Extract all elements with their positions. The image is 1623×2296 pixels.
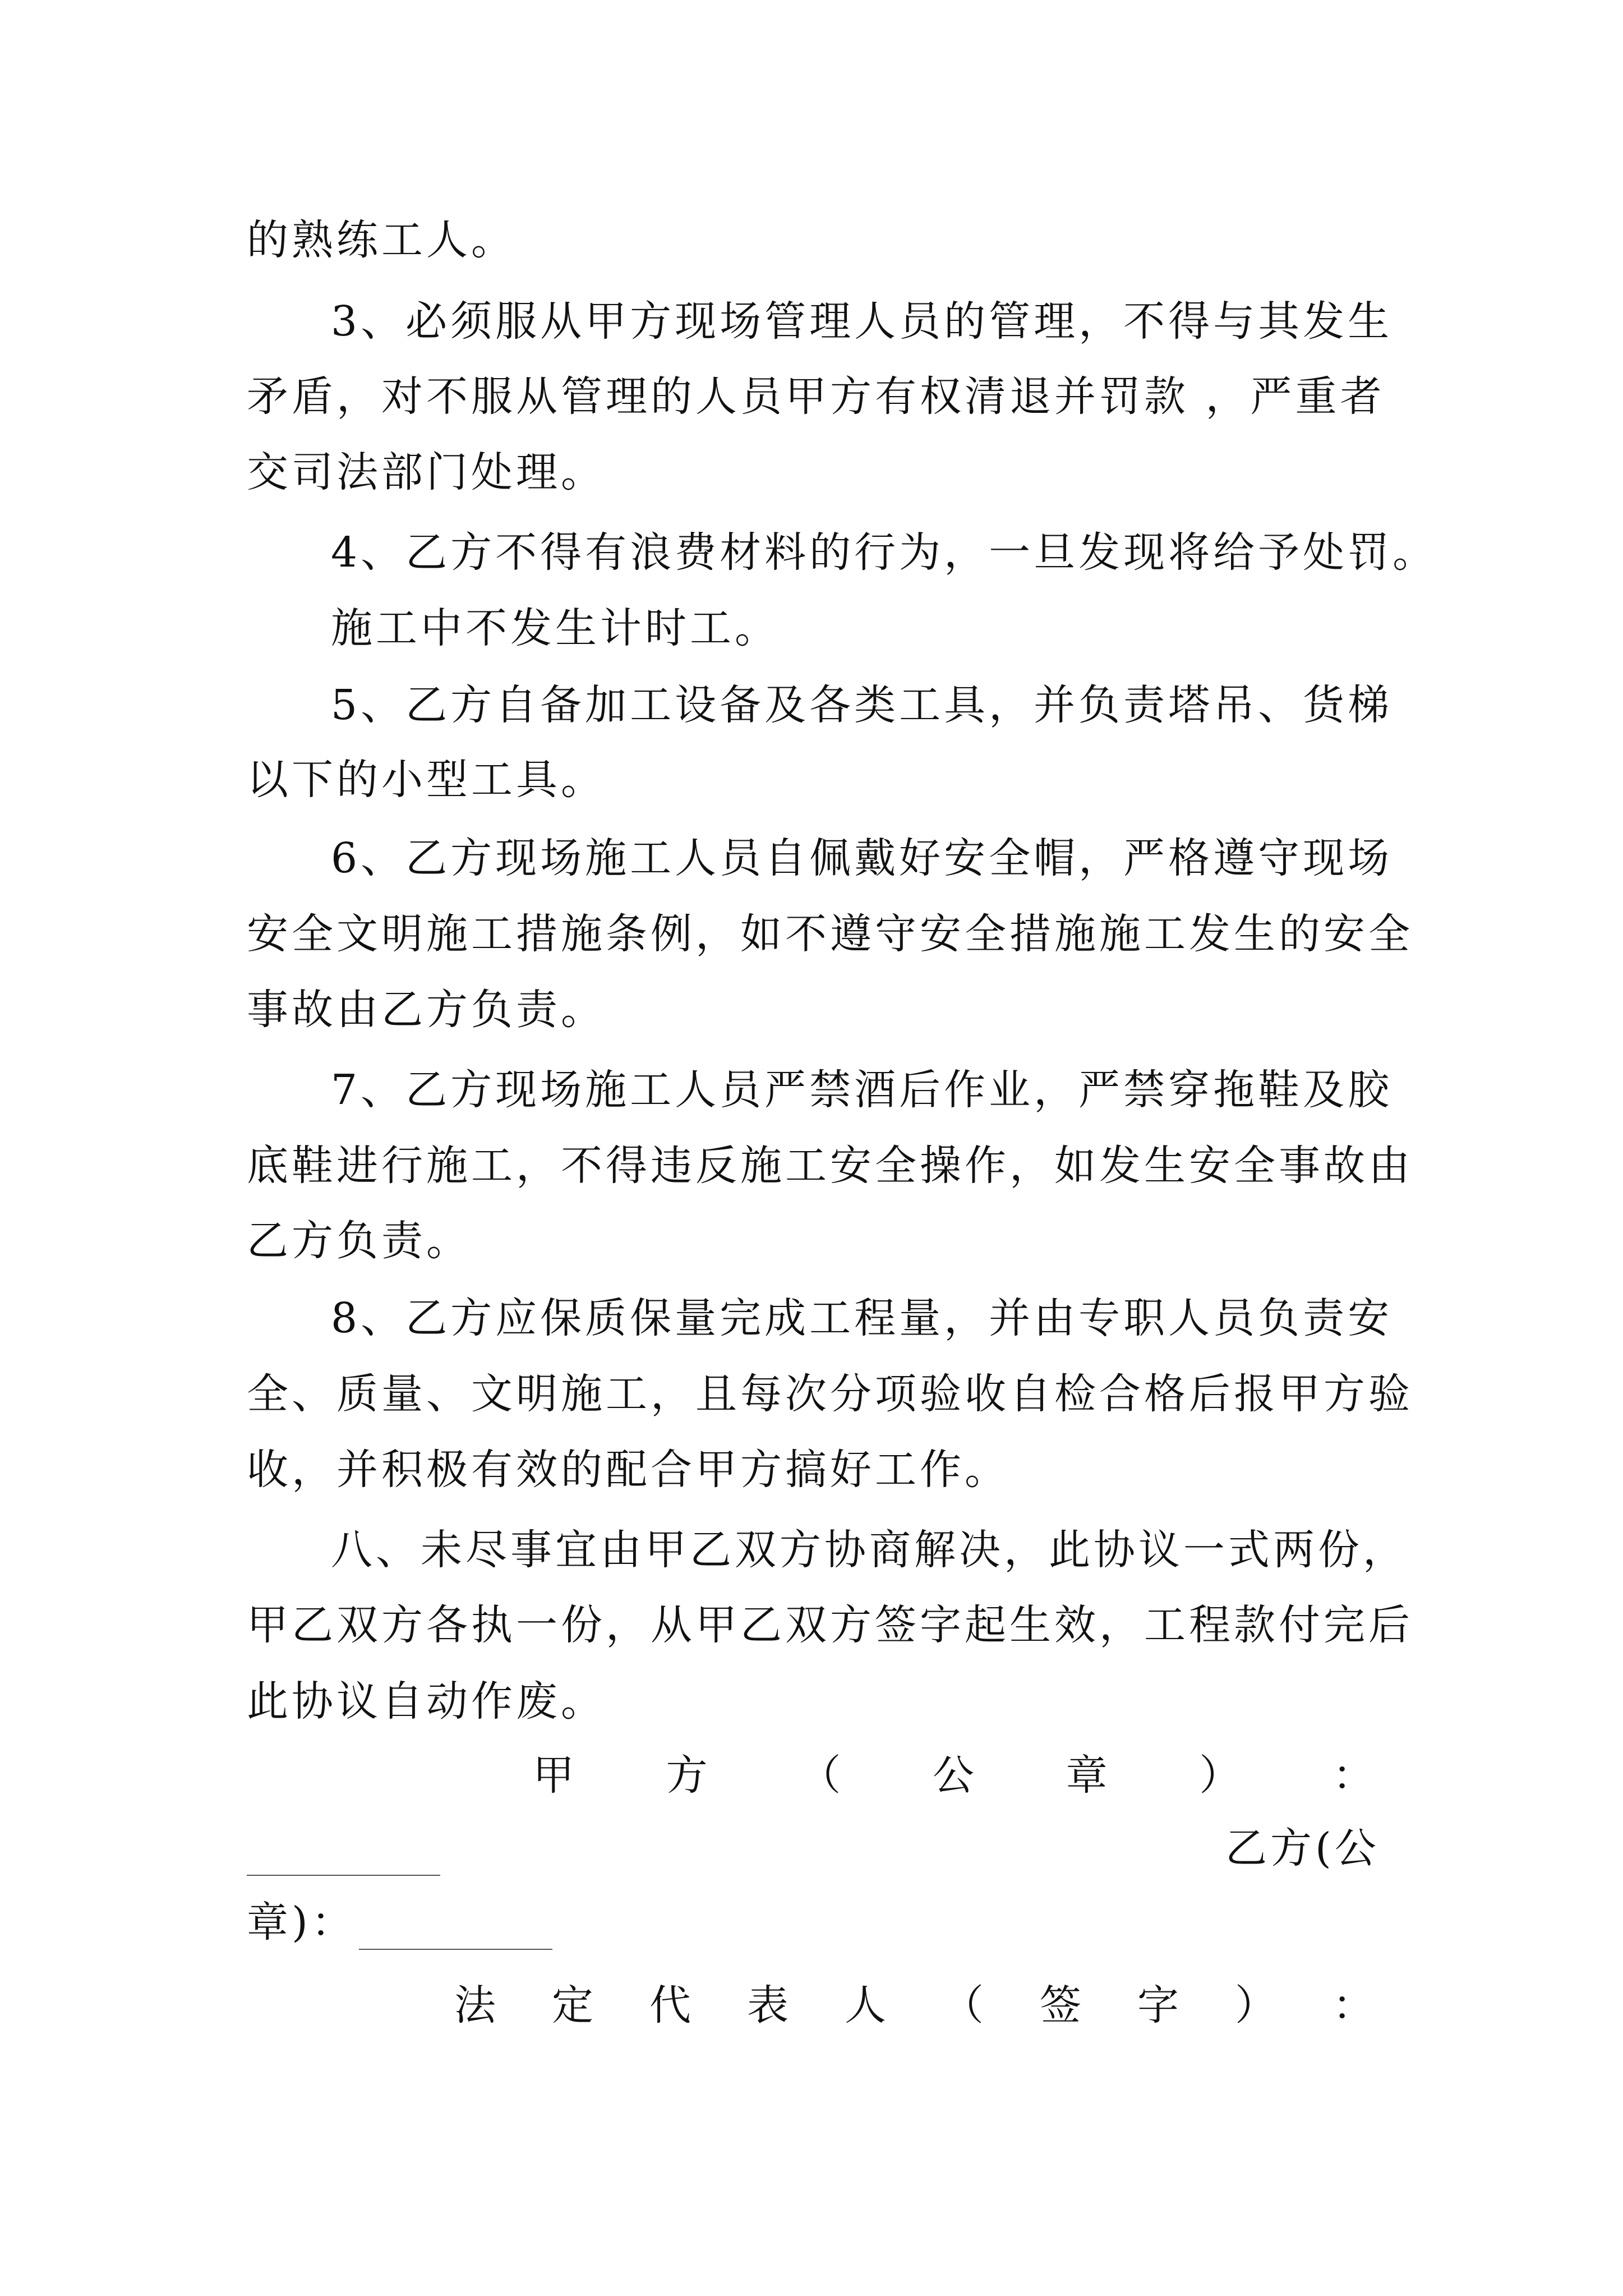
party-b-seal-label-part-2: 章)： bbox=[247, 1898, 356, 1947]
party-a-char: ） bbox=[1199, 1751, 1241, 1800]
article-8-line-2: 甲乙双方各执一份，从甲乙双方签字起生效，工程款付完后 bbox=[247, 1601, 1413, 1649]
clause-8-line-1: 8、乙方应保质保量完成工程量，并由专职人员负责安 bbox=[331, 1294, 1393, 1342]
clause-5-line-1: 5、乙方自备加工设备及各类工具，并负责塔吊、货梯 bbox=[331, 681, 1393, 729]
clause-8-line-3: 收，并积极有效的配合甲方搞好工作。 bbox=[247, 1446, 1009, 1494]
legal-rep-char: （ bbox=[942, 1981, 984, 2030]
clause-3-line-1: 3、必须服从甲方现场管理人员的管理，不得与其发生 bbox=[331, 297, 1393, 346]
clause-6-line-3: 事故由乙方负责。 bbox=[247, 986, 606, 1034]
clause-7-line-2: 底鞋进行施工，不得违反施工安全操作，如发生安全事故由 bbox=[247, 1142, 1413, 1190]
clause-6-line-2: 安全文明施工措施条例，如不遵守安全措施施工发生的安全 bbox=[247, 910, 1413, 958]
legal-rep-char: 表 bbox=[747, 1981, 789, 2030]
party-a-char: 甲 bbox=[533, 1751, 574, 1800]
party-a-seal-label bbox=[533, 1750, 1374, 1801]
party-a-char: ： bbox=[1332, 1751, 1374, 1800]
party-a-signature-blank bbox=[247, 1875, 440, 1876]
clause-5-line-2: 以下的小型工具。 bbox=[247, 756, 606, 804]
legal-rep-char: ） bbox=[1235, 1981, 1276, 2030]
party-b-signature-blank bbox=[359, 1949, 552, 1950]
clause-6-line-1: 6、乙方现场施工人员自佩戴好安全帽，严格遵守现场 bbox=[331, 834, 1393, 882]
clause-4-line-2: 施工中不发生计时工。 bbox=[331, 604, 780, 652]
clause-3-line-2: 矛盾，对不服从管理的人员甲方有权清退并罚款 ，严重者 bbox=[247, 372, 1385, 421]
legal-representative-label bbox=[454, 1980, 1374, 2031]
clause-7-line-3: 乙方负责。 bbox=[247, 1217, 471, 1265]
clause-4-line-1: 4、乙方不得有浪费材料的行为，一旦发现将给予处罚。 bbox=[331, 528, 1438, 577]
article-8-line-1: 八、未尽事宜由甲乙双方协商解决，此协议一式两份， bbox=[331, 1526, 1408, 1574]
clause-7-line-1: 7、乙方现场施工人员严禁酒后作业，严禁穿拖鞋及胶 bbox=[331, 1066, 1393, 1114]
legal-rep-char: 法 bbox=[454, 1981, 496, 2030]
clause-3-line-3: 交司法部门处理。 bbox=[247, 448, 606, 496]
legal-rep-char: 人 bbox=[845, 1981, 886, 2030]
article-8-line-3: 此协议自动作废。 bbox=[247, 1677, 606, 1726]
party-a-char: 章 bbox=[1066, 1751, 1108, 1800]
party-b-seal-label-part-1: 乙方(公 bbox=[1225, 1824, 1380, 1872]
legal-rep-char: 签 bbox=[1040, 1981, 1081, 2030]
legal-rep-char: 字 bbox=[1137, 1981, 1179, 2030]
legal-rep-char: ： bbox=[1332, 1981, 1374, 2030]
body-line: 的熟练工人。 bbox=[247, 216, 516, 264]
clause-8-line-2: 全、质量、文明施工，且每次分项验收自检合格后报甲方验 bbox=[247, 1370, 1413, 1418]
party-a-char: 公 bbox=[932, 1751, 974, 1800]
legal-rep-char: 定 bbox=[552, 1981, 593, 2030]
legal-rep-char: 代 bbox=[649, 1981, 691, 2030]
party-a-char: （ bbox=[799, 1751, 841, 1800]
party-a-char: 方 bbox=[666, 1751, 708, 1800]
